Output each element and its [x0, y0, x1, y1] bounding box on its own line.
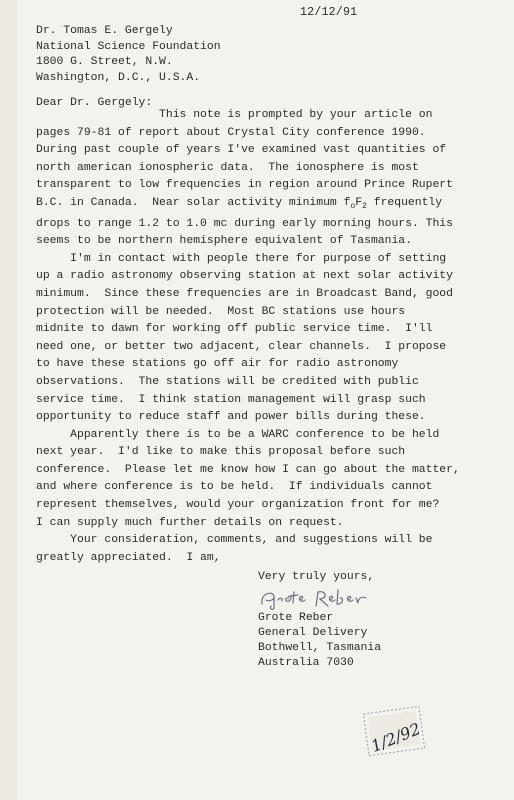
body-line: represent themselves, would your organization front for me?: [36, 499, 440, 512]
body-line: pages 79-81 of report about Crystal City conference 1990.: [36, 126, 426, 139]
body-line-text: B.C. in Canada. Near solar activity minimum f: [36, 196, 351, 209]
body-line: and where conference is to be held. If individuals cannot: [36, 481, 433, 494]
body-line-text: F: [355, 196, 363, 209]
closing-phrase: Very truly yours,: [258, 571, 375, 583]
letter-date: 12/12/91: [300, 6, 358, 19]
recipient-line: Dr. Tomas E. Gergely: [36, 25, 173, 37]
body-line: seems to be northern hemisphere equivalent of Tasmania.: [36, 235, 412, 248]
salutation: Dear Dr. Gergely:: [36, 97, 153, 109]
body-line: greatly appreciated. I am,: [36, 551, 221, 564]
sender-line: Grote Reber: [258, 612, 334, 624]
sender-line: General Delivery: [258, 627, 368, 639]
body-line: Your consideration, comments, and suggestions will be: [36, 534, 433, 547]
page-edge-shadow: [0, 0, 18, 800]
subscript-2: 2: [362, 201, 367, 211]
handwritten-signature: [258, 586, 378, 612]
body-line: service time. I think station management will grasp such: [36, 393, 426, 406]
sender-line: Australia 7030: [258, 657, 354, 669]
recipient-address: [36, 24, 221, 86]
body-line: midnite to dawn for working off public service time. I'll: [36, 323, 433, 336]
letter-body: [36, 107, 506, 567]
body-line: need one, or better two adjacent, clear channels. I propose: [36, 340, 447, 353]
body-line: transparent to low frequencies in region around Prince Rupert: [36, 179, 453, 192]
body-line: north american ionospheric data. The ionosphere is most: [36, 161, 419, 174]
body-line: This note is prompted by your article on: [36, 109, 433, 121]
body-line-text: frequently: [366, 196, 443, 209]
body-line: up a radio astronomy observing station at next solar activity: [36, 270, 453, 283]
body-line: next year. I'd like to make this proposal before such: [36, 446, 406, 459]
body-line: During past couple of years I've examined vast quantities of: [36, 144, 447, 157]
body-line: I'm in contact with people there for purpose of setting: [36, 252, 447, 265]
body-line: conference. Please let me know how I can go about the matter,: [36, 463, 460, 476]
body-line: opportunity to reduce staff and power bills during these.: [36, 411, 426, 424]
body-line: [36, 195, 506, 216]
body-line: minimum. Since these frequencies are in Broadcast Band, good: [36, 287, 453, 300]
recipient-line: National Science Foundation: [36, 40, 221, 53]
stamp-date: 1/2/92: [368, 719, 424, 756]
sender-line: Bothwell, Tasmania: [258, 642, 382, 654]
body-line: drops to range 1.2 to 1.0 mc during early morning hours. This: [36, 217, 453, 230]
body-line: observations. The stations will be credited with public: [36, 375, 419, 388]
body-line: protection will be needed. Most BC stations use hours: [36, 305, 406, 318]
body-line: to have these stations go off air for radio astronomy: [36, 358, 399, 371]
recipient-line: Washington, D.C., U.S.A.: [36, 71, 201, 84]
subscript-o: o: [350, 201, 356, 211]
recipient-line: 1800 G. Street, N.W.: [36, 56, 173, 68]
body-line: Apparently there is to be a WARC conference to be held: [36, 428, 440, 441]
body-line: I can supply much further details on request.: [36, 516, 344, 529]
